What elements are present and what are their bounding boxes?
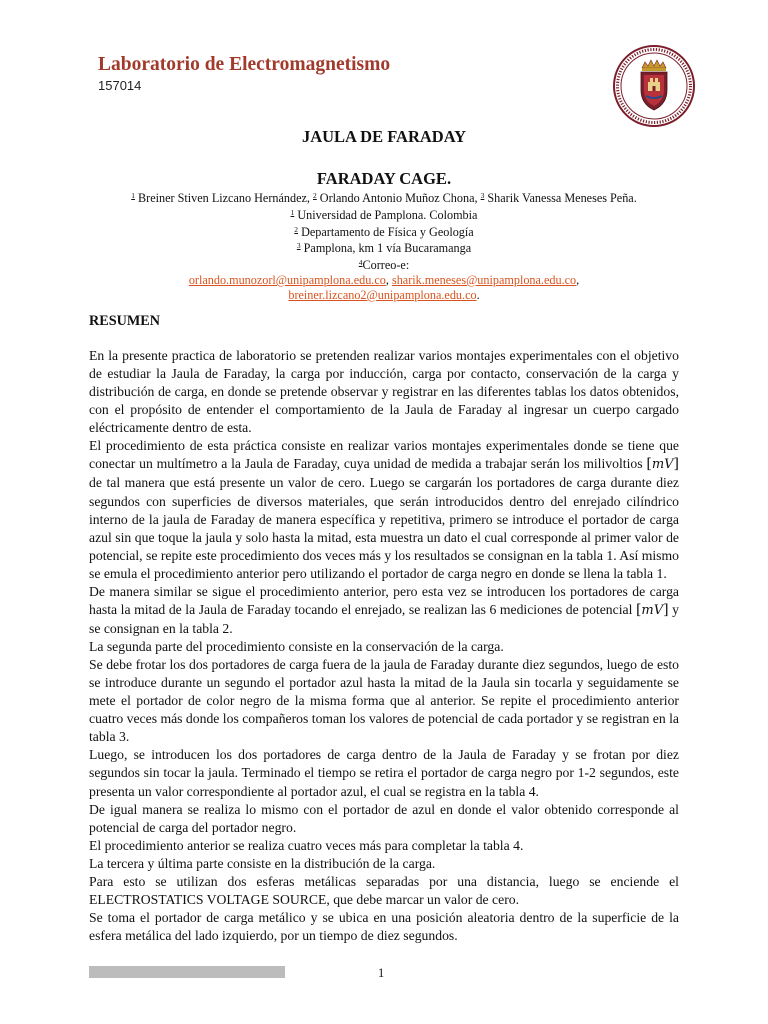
email-line-1 bbox=[0, 273, 768, 288]
paragraph-11: Se toma el portador de carga metálico y se ubica en una posición aleatoria dentro de la superficie de la esfera metálica del lado izquierdo, por un tiempo de diez segundos. bbox=[89, 909, 679, 943]
paragraph-3-end: y se consignan en la tabla 2. bbox=[89, 601, 679, 636]
paragraph-1: En la presente practica de laboratorio se pretenden realizar varios montajes experimentales con el objetivo de estudiar la Jaula de Faraday, la carga por inducción, carga por contacto, conservación de la carga y distribución de carga, en donde se pretende observar y registrar en las diferentes tablas los datos obtenidos, con el propósito de entender el comportamiento de la Jaula de Faraday al ingresar un cuerpo cargado eléctricamente dentro de esta. bbox=[89, 348, 679, 436]
title-english: FARADAY CAGE. bbox=[316, 169, 452, 188]
affiliation-2-text: Departamento de Física y Geología bbox=[301, 224, 474, 239]
unit-mv bbox=[646, 457, 679, 472]
university-seal-icon bbox=[612, 44, 696, 128]
footnote-mark: 2 bbox=[312, 191, 317, 200]
email-label: Correo-e: bbox=[362, 258, 410, 273]
paragraph-5: Se debe frotar los dos portadores de carga fuera de la jaula de Faraday durante diez segundos, luego de esto se introduce durante un segundo el portador azul hasta la mitad de la Jaula sin tocarla y seguidamente se mete el portador de color negro de la misma forma que al anterior. Se repite el procedimiento anterior cuatro veces más donde los compañeros toman los valores de potencial de cada portador y se registran en la tabla 3. bbox=[89, 657, 679, 745]
email-end: . bbox=[476, 287, 480, 302]
affiliation-3-text: Pamplona, km 1 vía Bucaramanga bbox=[303, 241, 472, 256]
email-line-2 bbox=[0, 288, 768, 303]
section-heading-resumen: RESUMEN bbox=[89, 313, 160, 329]
footnote-mark: 1 bbox=[131, 191, 135, 200]
abstract-body bbox=[89, 347, 679, 945]
paragraph-2-start: El procedimiento de esta práctica consiste en realizar varios montajes experimentales donde se tiene que conectar un multímetro a la Jaula de Faraday, cuya unidad de medida a trabajar serán los milivoltios bbox=[89, 438, 679, 472]
paragraph-3-start: De manera similar se sigue el procedimiento anterior, pero esta vez se introducen los portadores de carga hasta la mitad de la Jaula de Faraday tocando el enrejado, se realizan las 6 mediciones de potencial bbox=[89, 583, 679, 617]
footnote-mark: 3 bbox=[296, 241, 301, 251]
email-link-3[interactable]: breiner.lizcano2@unipamplona.edu.co bbox=[288, 287, 477, 302]
paragraph-2-end: de tal manera que está presente un valor de cero. Luego se cargarán los portadores de carga durante diez segundos con superficies de diversos materiales, que serán introducidos dentro del enrejado cilíndrico interno de la jaula de Faraday de manera específica y repetitiva, primero se introduce el portador de carga azul sin que toque la jaula y solo hasta la mitad, esta muestra un dato el cual corresponde al primer valor de potencial, se repite este procedimiento dos veces más y los resultados se consignan en la tabla 1. Así mismo se emula el procedimiento anterior pero utilizando el portador de carga negro en donde se llena la tabla 1. bbox=[89, 475, 679, 581]
email-link-1[interactable]: orlando.munozorl@unipamplona.edu.co bbox=[188, 272, 386, 287]
title-spanish: JAULA DE FARADAY bbox=[301, 127, 467, 146]
email-separator: , bbox=[385, 272, 392, 287]
author-line bbox=[0, 189, 768, 206]
paragraph-3 bbox=[89, 583, 679, 638]
authors-block bbox=[0, 189, 768, 303]
course-code: 157014 bbox=[98, 78, 142, 93]
affiliation-3 bbox=[0, 239, 768, 256]
bracket-right: ] bbox=[673, 456, 679, 473]
page-number: 1 bbox=[378, 966, 385, 980]
paragraph-2 bbox=[89, 437, 679, 583]
unit-symbol: mV bbox=[651, 457, 674, 473]
affiliation-1 bbox=[0, 206, 768, 223]
paragraph-8: El procedimiento anterior se realiza cuatro veces más para completar la tabla 4. bbox=[89, 837, 524, 853]
unit-mv bbox=[636, 603, 669, 618]
affiliation-1-text: Universidad de Pamplona. Colombia bbox=[297, 207, 478, 222]
author-1: Breiner Stiven Lizcano Hernández, bbox=[138, 191, 313, 205]
email-separator: , bbox=[576, 272, 580, 287]
paragraph-7: De igual manera se realiza lo mismo con el portador de azul en donde el valor obtenido corresponde al potencial de carga del portador negro. bbox=[89, 801, 679, 835]
bracket-right: ] bbox=[663, 601, 669, 618]
lab-title: Laboratorio de Electromagnetismo bbox=[98, 54, 391, 75]
footnote-mark: 3 bbox=[480, 191, 485, 200]
affiliation-2 bbox=[0, 223, 768, 240]
bracket-left: [ bbox=[635, 601, 642, 618]
paragraph-6: Luego, se introducen los dos portadores de carga dentro de la Jaula de Faraday y se frotan por diez segundos sin tocar la jaula. Terminado el tiempo se retira el portador de carga negro por 1-2 segundos, este presenta un valor correspondiente al portador azul, el cual se registra en la tabla 4. bbox=[89, 747, 679, 799]
bracket-left: [ bbox=[646, 456, 652, 473]
paragraph-9: La tercera y última parte consiste en la distribución de la carga. bbox=[89, 855, 436, 871]
footnote-mark: 1 bbox=[290, 207, 295, 217]
email-link-2[interactable]: sharik.meneses@unipamplona.edu.co bbox=[391, 272, 577, 287]
footnote-mark: 4 bbox=[358, 258, 363, 268]
email-label-line bbox=[0, 256, 768, 273]
paragraph-4: La segunda parte del procedimiento consiste en la conservación de la carga. bbox=[89, 639, 504, 654]
footnote-mark: 2 bbox=[294, 224, 299, 234]
author-2: Orlando Antonio Muñoz Chona, bbox=[319, 191, 481, 205]
author-3: Sharik Vanessa Meneses Peña. bbox=[487, 191, 637, 205]
paragraph-10: Para esto se utilizan dos esferas metálicas separadas por una distancia, luego se enciende el ELECTROSTATICS VOLTAGE SOURCE, que debe marcar un valor de cero. bbox=[89, 873, 679, 907]
footer-bar bbox=[89, 966, 285, 978]
unit-symbol: mV bbox=[641, 602, 664, 618]
